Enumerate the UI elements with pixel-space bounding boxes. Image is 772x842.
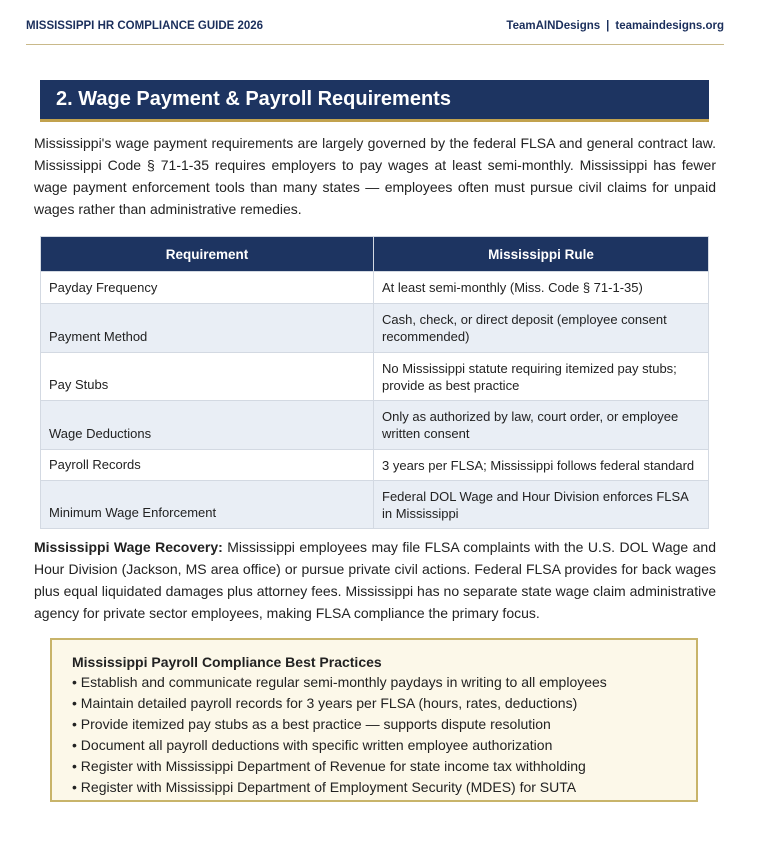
- wage-recovery-text: Mississippi employees may file FLSA complaints with the U.S. DOL Wage and Hour Division (Jackson, MS area office) or pursue private civil actions. Federal FLSA provides for back wages plus equal liquidated damages plus attorney fees. Mississippi has no separate state wage claim administrative agency for private sector employees, making FLSA compliance the primary focus.: [34, 539, 716, 621]
- table-row: [41, 304, 709, 353]
- section-title-text: 2. Wage Payment & Payroll Requirements: [56, 88, 451, 110]
- list-item: • Provide itemized pay stubs as a best practice — supports dispute resolution: [72, 716, 551, 732]
- best-practices-box: [50, 638, 698, 802]
- wage-recovery-paragraph: [34, 536, 716, 624]
- requirement-cell: Payment Method: [41, 304, 374, 353]
- list-item: • Document all payroll deductions with specific written employee authorization: [72, 737, 553, 753]
- table-row: [41, 353, 709, 401]
- best-practices-list: [72, 672, 676, 798]
- list-item: • Register with Mississippi Department of Revenue for state income tax withholding: [72, 758, 586, 774]
- rule-cell: Only as authorized by law, court order, or employee written consent: [374, 401, 709, 450]
- rule-cell: 3 years per FLSA; Mississippi follows federal standard: [374, 450, 709, 481]
- page-header: [26, 20, 724, 45]
- requirement-cell: Minimum Wage Enforcement: [41, 481, 374, 529]
- doc-title: MISSISSIPPI HR COMPLIANCE GUIDE 2026: [26, 20, 264, 32]
- rule-cell: At least semi-monthly (Miss. Code § 71-1-35): [374, 272, 709, 304]
- rule-cell: Federal DOL Wage and Hour Division enforces FLSA in Mississippi: [374, 481, 709, 529]
- table-row: [41, 272, 709, 304]
- site-link[interactable]: teamaindesigns.org: [615, 20, 724, 32]
- table-row: [41, 450, 709, 481]
- requirement-cell: Payroll Records: [41, 450, 374, 481]
- requirement-cell: Wage Deductions: [41, 401, 374, 450]
- requirement-cell: Payday Frequency: [41, 272, 374, 304]
- brand-name: TeamAINDesigns: [506, 20, 601, 32]
- requirements-table: [40, 236, 709, 529]
- rule-cell: No Mississippi statute requiring itemized pay stubs; provide as best practice: [374, 353, 709, 401]
- column-header-requirement: Requirement: [41, 237, 374, 272]
- requirement-cell: Pay Stubs: [41, 353, 374, 401]
- table-row: [41, 481, 709, 529]
- list-item: • Establish and communicate regular semi-monthly paydays in writing to all employees: [72, 674, 607, 690]
- rule-cell: Cash, check, or direct deposit (employee consent recommended): [374, 304, 709, 353]
- best-practices-title: Mississippi Payroll Compliance Best Practices: [72, 654, 382, 670]
- section-title: [40, 80, 709, 122]
- column-header-rule: Mississippi Rule: [374, 237, 709, 272]
- wage-recovery-label: Mississippi Wage Recovery:: [34, 539, 223, 555]
- list-item: • Maintain detailed payroll records for 3 years per FLSA (hours, rates, deductions): [72, 695, 578, 711]
- header-brand-group: [506, 20, 724, 32]
- intro-paragraph: Mississippi's wage payment requirements are largely governed by the federal FLSA and general contract law. Mississippi Code § 71-1-35 requires employers to pay wages at least semi-monthly. Mississippi has fewer wage payment enforcement tools than many states — employees often must pursue civil claims for unpaid wages rather than administrative remedies.: [34, 135, 716, 217]
- table-row: [41, 401, 709, 450]
- list-item: • Register with Mississippi Department of Employment Security (MDES) for SUTA: [72, 779, 577, 795]
- table-header-row: [41, 237, 709, 272]
- header-separator: |: [606, 20, 610, 32]
